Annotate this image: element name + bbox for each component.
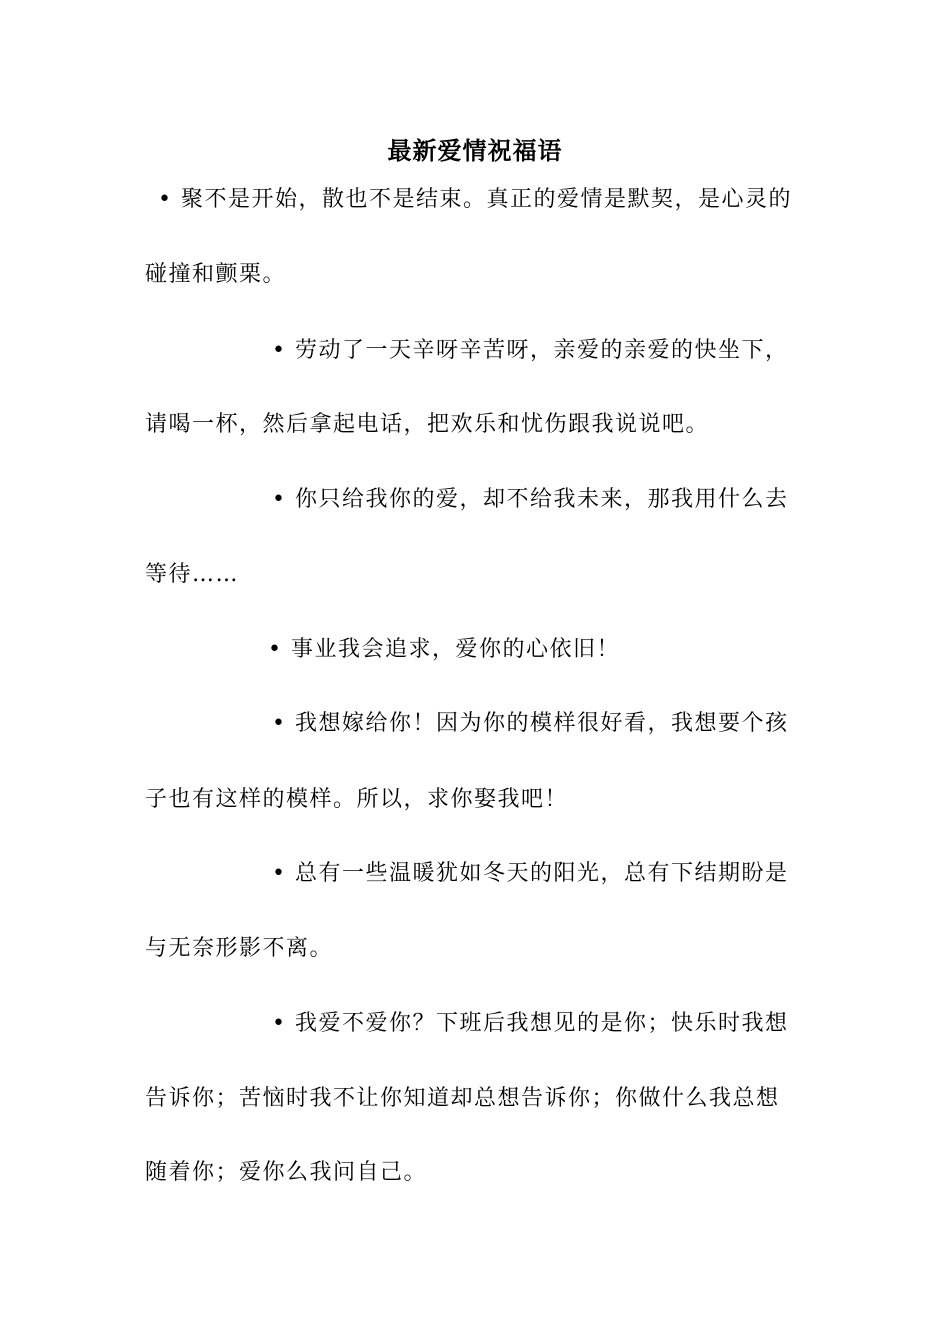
- text-line: 与无奈形影不离。: [145, 936, 334, 961]
- text-line: • 我想嫁给你！因为你的模样很好看，我想要个孩: [272, 711, 789, 736]
- text-line: • 我爱不爱你？下班后我想见的是你；快乐时我想: [272, 1011, 789, 1036]
- text-line: • 劳动了一天辛呀辛苦呀，亲爱的亲爱的快坐下，: [272, 338, 789, 363]
- document-title: 最新爱情祝福语: [387, 136, 563, 165]
- text-line: • 总有一些温暖犹如冬天的阳光，总有下结期盼是: [272, 861, 789, 886]
- text-line: 请喝一杯，然后拿起电话，把欢乐和忧伤跟我说说吧。: [145, 412, 710, 437]
- text-line: • 事业我会追求，爱你的心依旧！: [268, 637, 620, 662]
- text-line: 子也有这样的模样。所以，求你娶我吧！: [145, 787, 569, 812]
- text-line: 等待……: [145, 562, 240, 587]
- text-line: • 聚不是开始，散也不是结束。真正的爱情是默契，是心灵的: [158, 187, 792, 212]
- text-line: 告诉你；苦恼时我不让你知道却总想告诉你；你做什么我总想: [145, 1086, 780, 1111]
- text-line: 碰撞和颤栗。: [145, 262, 287, 287]
- text-line: 随着你；爱你么我问自己。: [145, 1160, 428, 1185]
- text-line: • 你只给我你的爱，却不给我未来，那我用什么去: [272, 487, 789, 512]
